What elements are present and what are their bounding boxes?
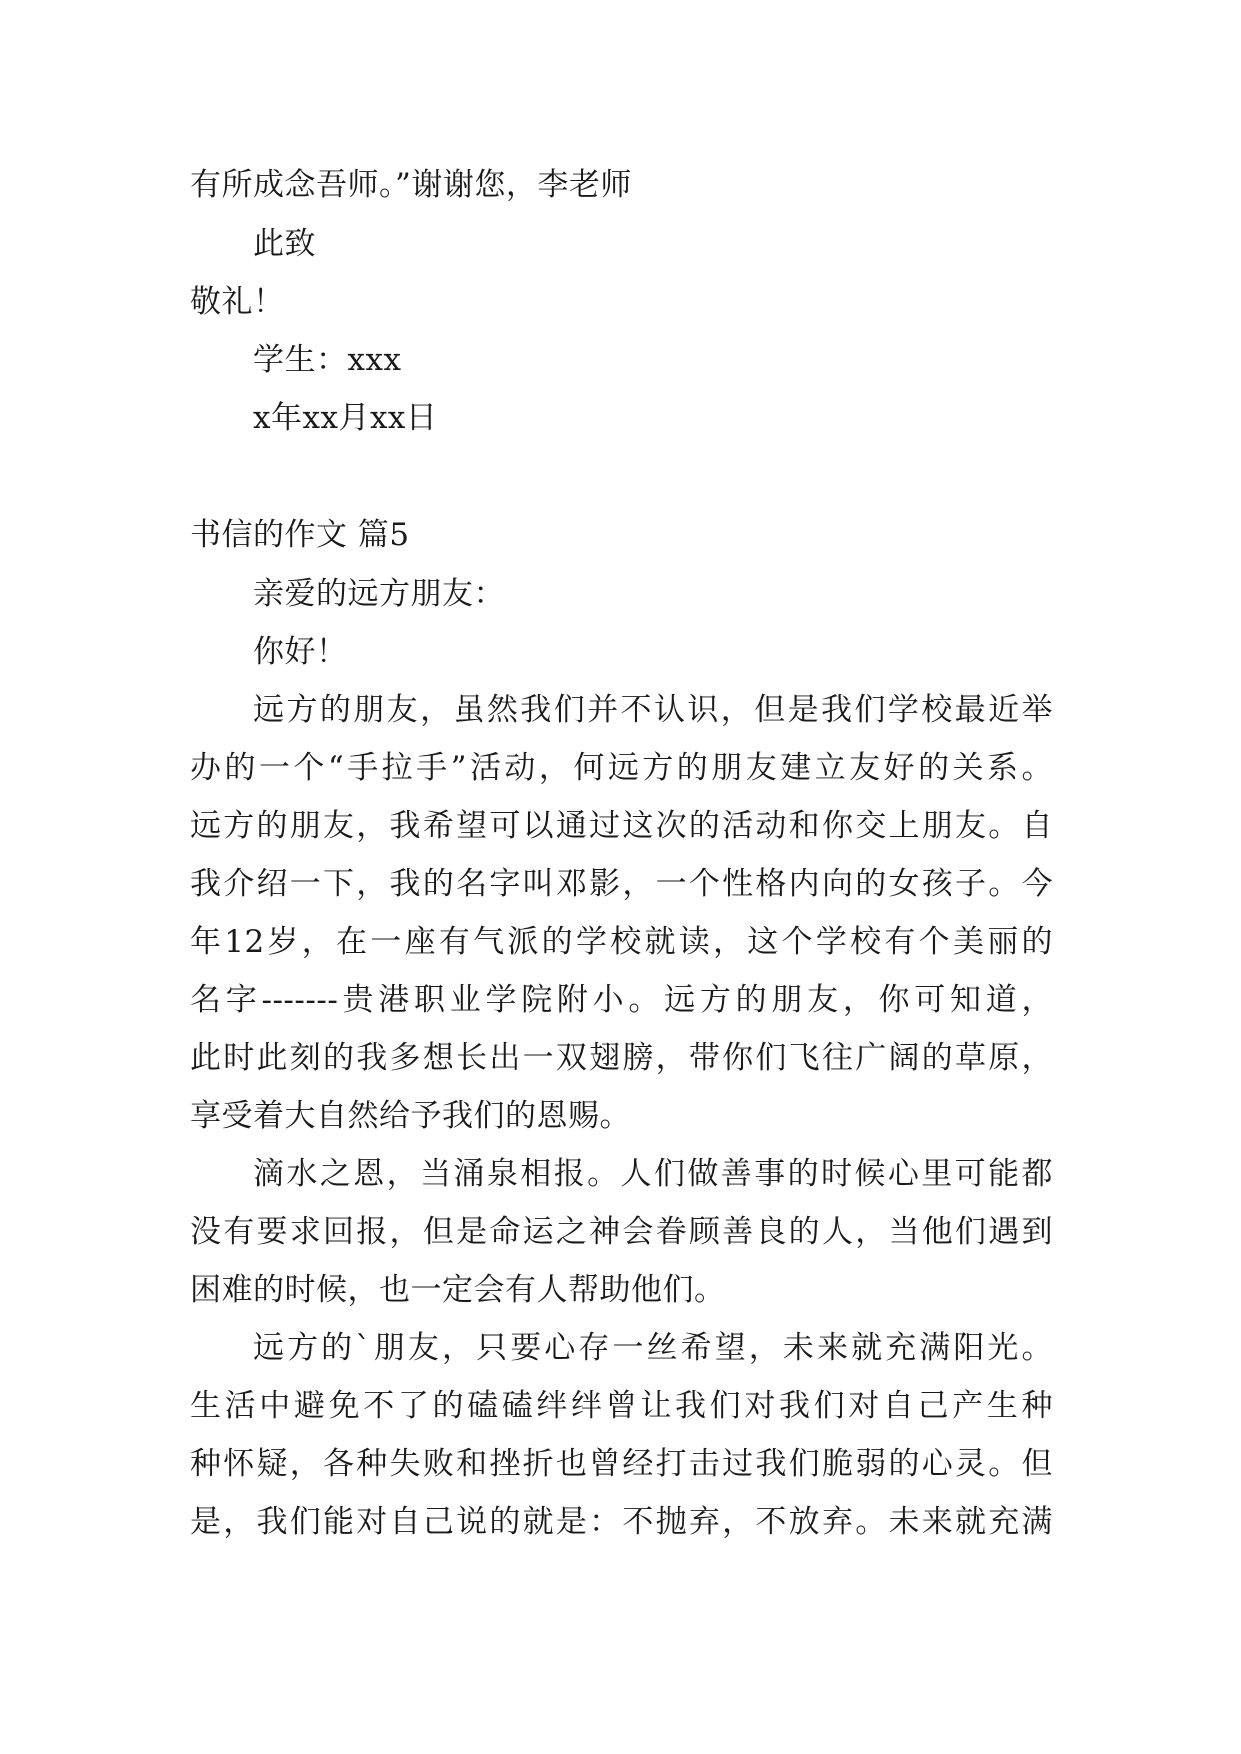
paragraph-line: 此时此刻的我多想长出一双翅膀，带你们飞往广阔的草原，: [190, 1040, 1053, 1076]
paragraph-line: 没有要求回报，但是命运之神会眷顾善良的人，当他们遇到: [190, 1214, 1053, 1250]
paragraph-line: 滴水之恩，当涌泉相报。人们做善事的时候心里可能都: [253, 1156, 1053, 1192]
paragraph-line: 名字-------贵港职业学院附小。远方的朋友，你可知道，: [190, 982, 1053, 1018]
date: x年xx月xx日: [253, 400, 438, 436]
closing-cizhi: 此致: [253, 226, 316, 262]
paragraph-line: 是，我们能对自己说的就是：不抛弃，不放弃。未来就充满: [190, 1504, 1053, 1540]
closing-jingli: 敬礼！: [190, 284, 285, 320]
paragraph-line: 远方的`朋友，只要心存一丝希望，未来就充满阳光。: [253, 1330, 1053, 1366]
paragraph-line: 享受着大自然给予我们的恩赐。: [190, 1098, 631, 1134]
hello-line: 你好！: [253, 634, 348, 670]
paragraph-line: 年12岁，在一座有气派的学校就读，这个学校有个美丽的: [190, 924, 1053, 960]
signature: 学生：xxx: [253, 342, 402, 378]
paragraph-line: 生活中避免不了的磕磕绊绊曾让我们对我们对自己产生种: [190, 1388, 1053, 1424]
paragraph-line: 远方的朋友，虽然我们并不认识，但是我们学校最近举: [253, 692, 1053, 728]
prev-letter-line: 有所成念吾师。”谢谢您，李老师: [190, 167, 632, 203]
paragraph-line: 我介绍一下，我的名字叫邓影，一个性格内向的女孩子。今: [190, 866, 1053, 902]
paragraph-line: 远方的朋友，我希望可以通过这次的活动和你交上朋友。自: [190, 808, 1053, 844]
paragraph-line: 种怀疑，各种失败和挫折也曾经打击过我们脆弱的心灵。但: [190, 1446, 1053, 1482]
paragraph-line: 困难的时候，也一定会有人帮助他们。: [190, 1272, 726, 1308]
paragraph-line: 办的一个“手拉手”活动，何远方的朋友建立友好的关系。: [190, 750, 1053, 786]
greeting: 亲爱的远方朋友：: [253, 576, 505, 612]
section-title: 书信的作文 篇5: [190, 517, 410, 553]
